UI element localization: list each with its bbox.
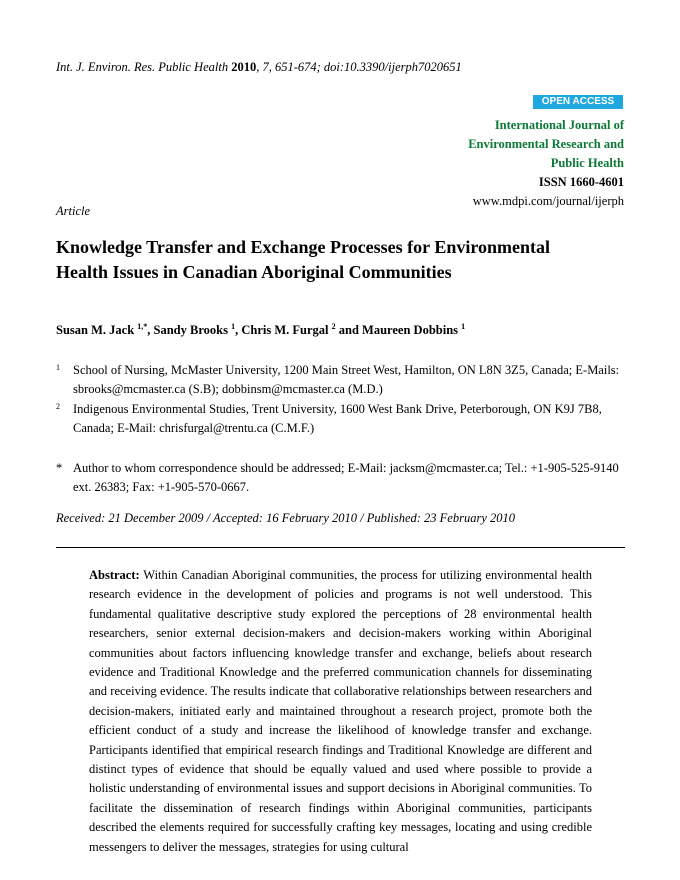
corresponding-mark: * (143, 322, 148, 331)
affiliation-text: Indigenous Environmental Studies, Trent University, 1600 West Bank Drive, Peterborough, ON K9J 7B8, Canada; E-Mail: chrisfurgal@trentu.ca (C.M.F.) (73, 402, 602, 435)
journal-name-line3: Public Health (550, 156, 624, 170)
affiliation-number: 1 (56, 363, 60, 372)
affiliation-text: School of Nursing, McMaster University, 1200 Main Street West, Hamilton, ON L8N 3Z5, Canada; E-Mails: sbrooks@mcmaster.ca (S.B); dobbinsm@mcmaster.ca (M.D.) (73, 363, 620, 396)
journal-url[interactable]: www.mdpi.com/journal/ijerph (472, 194, 624, 208)
citation-journal: Int. J. Environ. Res. Public Health (56, 60, 229, 74)
citation-line (56, 60, 462, 75)
paper-title: Knowledge Transfer and Exchange Processes for Environmental Health Issues in Canadian Aboriginal Communities (56, 237, 551, 282)
author-affil-sup: 1, (137, 322, 144, 331)
author-affil-sup: 1 (461, 322, 466, 331)
author-list (56, 322, 465, 338)
journal-issn: ISSN 1660-4601 (538, 175, 624, 189)
article-type: Article (56, 204, 91, 218)
author-name: Susan M. Jack (56, 323, 138, 338)
publication-dates: Received: 21 December 2009 / Accepted: 16 February 2010 / Published: 23 February 2010 (56, 511, 516, 525)
journal-name-line2: Environmental Research and (468, 137, 624, 151)
affiliation-number: 2 (56, 402, 60, 411)
open-access-badge: OPEN ACCESS (533, 95, 623, 109)
abstract (89, 566, 592, 857)
citation-year: 2010 (231, 60, 257, 74)
correspondence-star: * (56, 461, 63, 475)
section-divider (56, 547, 625, 548)
author-affil-sup: 1 (231, 322, 236, 331)
citation-rest: , 7, 651-674; doi:10.3390/ijerph7020651 (256, 60, 462, 74)
author-name: , Chris M. Furgal (235, 323, 332, 338)
author-name: and Maureen Dobbins (335, 323, 462, 338)
affiliation-2 (56, 400, 626, 438)
abstract-label: Abstract: (89, 568, 140, 582)
correspondence-note (56, 459, 626, 497)
author-affil-sup: 2 (331, 322, 336, 331)
abstract-text: Within Canadian Aboriginal communities, the process for utilizing environmental health research evidence in the development of policies and programs is not well understood. This fundamental qualitative descriptive study explored the perceptions of 28 environmental health researchers, senior external decision-makers and decision-makers working within Aboriginal communities about factors influencing knowledge transfer and exchange, beliefs about research evidence and Traditional Knowledge and the preferred communication channels for disseminating and receiving evidence. The results indicate that collaborative relationships between researchers and decision-makers, initiated early and maintained throughout a research project, promote both the efficient conduct of a study and increase the likelihood of knowledge transfer and exchange. Participants identified that empirical research findings and Traditional Knowledge are different and distinct types of evidence that should be equally valued and used where possible to provide a holistic understanding of environmental issues and support decisions in Aboriginal communities. To facilitate the dissemination of research findings within Aboriginal communities, participants described the elements required for successfully crafting key messages, locating and using credible messengers to deliver the messages, strategies for using cultural (89, 568, 592, 854)
journal-info (468, 116, 624, 211)
correspondence-text: Author to whom correspondence should be addressed; E-Mail: jacksm@mcmaster.ca; Tel.: +1-905-525-9140 ext. 26383; Fax: +1-905-570-0667. (73, 461, 619, 494)
journal-name-line1: International Journal of (494, 118, 624, 132)
author-name: , Sandy Brooks (147, 323, 232, 338)
affiliation-1 (56, 361, 626, 399)
